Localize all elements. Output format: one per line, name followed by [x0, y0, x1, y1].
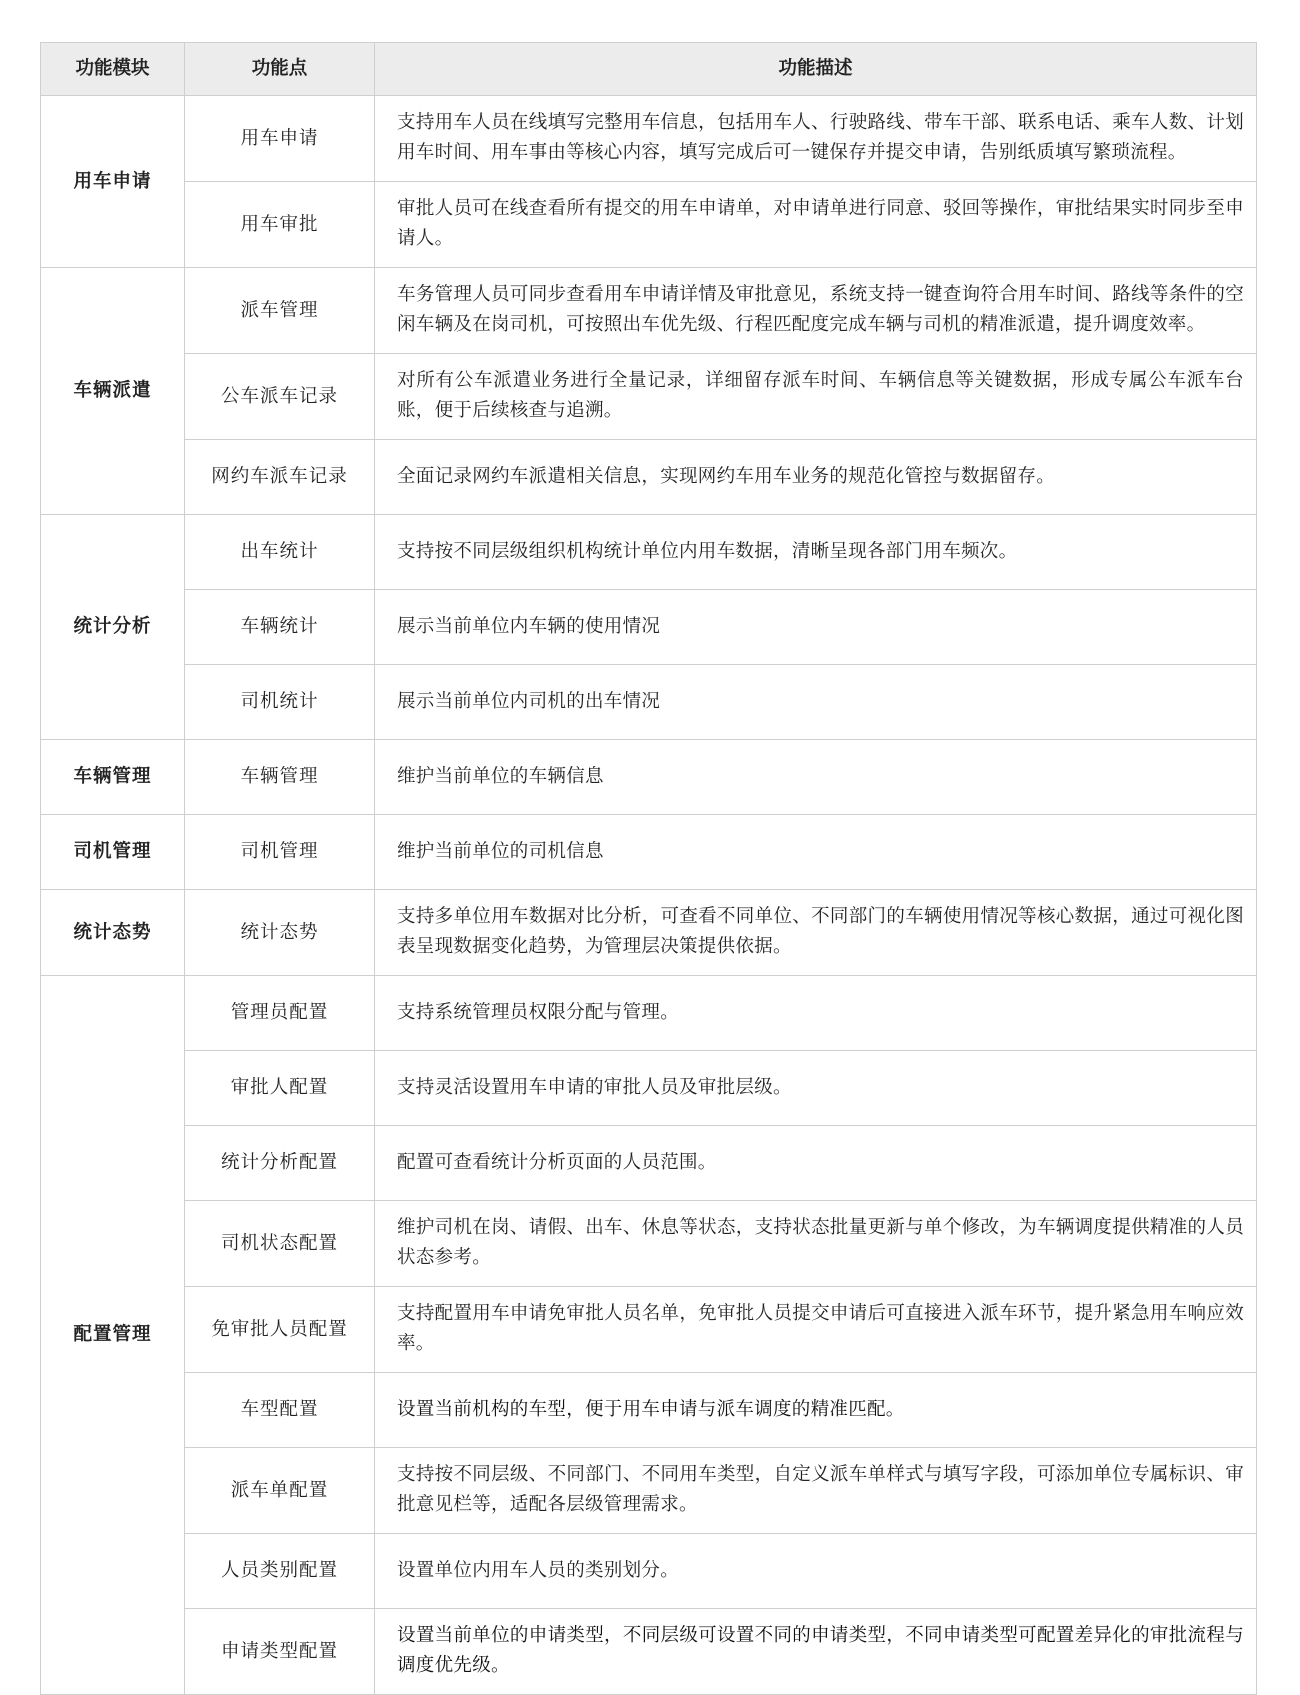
point-cell: 管理员配置 — [185, 976, 375, 1051]
table-header-row — [41, 43, 1257, 96]
description-cell: 车务管理人员可同步查看用车申请详情及审批意见，系统支持一键查询符合用车时间、路线等条件的空闲车辆及在岗司机，可按照出车优先级、行程匹配度完成车辆与司机的精准派遣，提升调度效率。 — [375, 268, 1257, 354]
point-cell: 车型配置 — [185, 1373, 375, 1448]
module-cell: 车辆管理 — [41, 740, 185, 815]
point-cell: 统计分析配置 — [185, 1126, 375, 1201]
point-cell: 人员类别配置 — [185, 1534, 375, 1609]
table-row — [41, 1126, 1257, 1201]
description-cell: 支持按不同层级、不同部门、不同用车类型，自定义派车单样式与填写字段，可添加单位专属标识、审批意见栏等，适配各层级管理需求。 — [375, 1448, 1257, 1534]
description-cell: 对所有公车派遣业务进行全量记录，详细留存派车时间、车辆信息等关键数据，形成专属公车派车台账，便于后续核查与追溯。 — [375, 354, 1257, 440]
module-cell: 车辆派遣 — [41, 268, 185, 515]
point-cell: 用车审批 — [185, 182, 375, 268]
module-cell: 统计态势 — [41, 890, 185, 976]
module-cell: 配置管理 — [41, 976, 185, 1695]
point-cell: 司机统计 — [185, 665, 375, 740]
module-cell: 统计分析 — [41, 515, 185, 740]
point-cell: 申请类型配置 — [185, 1609, 375, 1695]
feature-table — [40, 42, 1257, 1695]
table-row — [41, 515, 1257, 590]
table-row — [41, 815, 1257, 890]
table-row — [41, 268, 1257, 354]
table-row — [41, 1051, 1257, 1126]
table-row — [41, 440, 1257, 515]
description-cell: 设置当前机构的车型，便于用车申请与派车调度的精准匹配。 — [375, 1373, 1257, 1448]
table-row — [41, 1201, 1257, 1287]
point-cell: 出车统计 — [185, 515, 375, 590]
point-cell: 车辆管理 — [185, 740, 375, 815]
point-cell: 免审批人员配置 — [185, 1287, 375, 1373]
feature-table-container — [40, 42, 1256, 1695]
description-cell: 支持用车人员在线填写完整用车信息，包括用车人、行驶路线、带车干部、联系电话、乘车人数、计划用车时间、用车事由等核心内容，填写完成后可一键保存并提交申请，告别纸质填写繁琐流程。 — [375, 96, 1257, 182]
description-cell: 支持系统管理员权限分配与管理。 — [375, 976, 1257, 1051]
description-cell: 配置可查看统计分析页面的人员范围。 — [375, 1126, 1257, 1201]
point-cell: 司机管理 — [185, 815, 375, 890]
table-row — [41, 1373, 1257, 1448]
point-cell: 车辆统计 — [185, 590, 375, 665]
description-cell: 支持配置用车申请免审批人员名单，免审批人员提交申请后可直接进入派车环节，提升紧急用车响应效率。 — [375, 1287, 1257, 1373]
table-row — [41, 740, 1257, 815]
description-cell: 支持按不同层级组织机构统计单位内用车数据，清晰呈现各部门用车频次。 — [375, 515, 1257, 590]
description-cell: 审批人员可在线查看所有提交的用车申请单，对申请单进行同意、驳回等操作，审批结果实时同步至申请人。 — [375, 182, 1257, 268]
table-row — [41, 590, 1257, 665]
description-cell: 维护当前单位的车辆信息 — [375, 740, 1257, 815]
point-cell: 统计态势 — [185, 890, 375, 976]
module-cell: 司机管理 — [41, 815, 185, 890]
point-cell: 派车管理 — [185, 268, 375, 354]
description-cell: 展示当前单位内车辆的使用情况 — [375, 590, 1257, 665]
point-cell: 审批人配置 — [185, 1051, 375, 1126]
description-cell: 设置当前单位的申请类型，不同层级可设置不同的申请类型，不同申请类型可配置差异化的审批流程与调度优先级。 — [375, 1609, 1257, 1695]
table-row — [41, 182, 1257, 268]
table-row — [41, 976, 1257, 1051]
description-cell: 支持多单位用车数据对比分析，可查看不同单位、不同部门的车辆使用情况等核心数据，通过可视化图表呈现数据变化趋势，为管理层决策提供依据。 — [375, 890, 1257, 976]
description-cell: 维护当前单位的司机信息 — [375, 815, 1257, 890]
description-cell: 维护司机在岗、请假、出车、休息等状态，支持状态批量更新与单个修改，为车辆调度提供精准的人员状态参考。 — [375, 1201, 1257, 1287]
table-row — [41, 1609, 1257, 1695]
table-row — [41, 96, 1257, 182]
point-cell: 公车派车记录 — [185, 354, 375, 440]
table-row — [41, 1287, 1257, 1373]
module-cell: 用车申请 — [41, 96, 185, 268]
header-point: 功能点 — [185, 43, 375, 96]
table-row — [41, 665, 1257, 740]
table-row — [41, 1534, 1257, 1609]
point-cell: 网约车派车记录 — [185, 440, 375, 515]
description-cell: 展示当前单位内司机的出车情况 — [375, 665, 1257, 740]
header-description: 功能描述 — [375, 43, 1257, 96]
description-cell: 设置单位内用车人员的类别划分。 — [375, 1534, 1257, 1609]
table-row — [41, 1448, 1257, 1534]
point-cell: 用车申请 — [185, 96, 375, 182]
description-cell: 支持灵活设置用车申请的审批人员及审批层级。 — [375, 1051, 1257, 1126]
point-cell: 司机状态配置 — [185, 1201, 375, 1287]
header-module: 功能模块 — [41, 43, 185, 96]
description-cell: 全面记录网约车派遣相关信息，实现网约车用车业务的规范化管控与数据留存。 — [375, 440, 1257, 515]
point-cell: 派车单配置 — [185, 1448, 375, 1534]
table-row — [41, 354, 1257, 440]
table-row — [41, 890, 1257, 976]
